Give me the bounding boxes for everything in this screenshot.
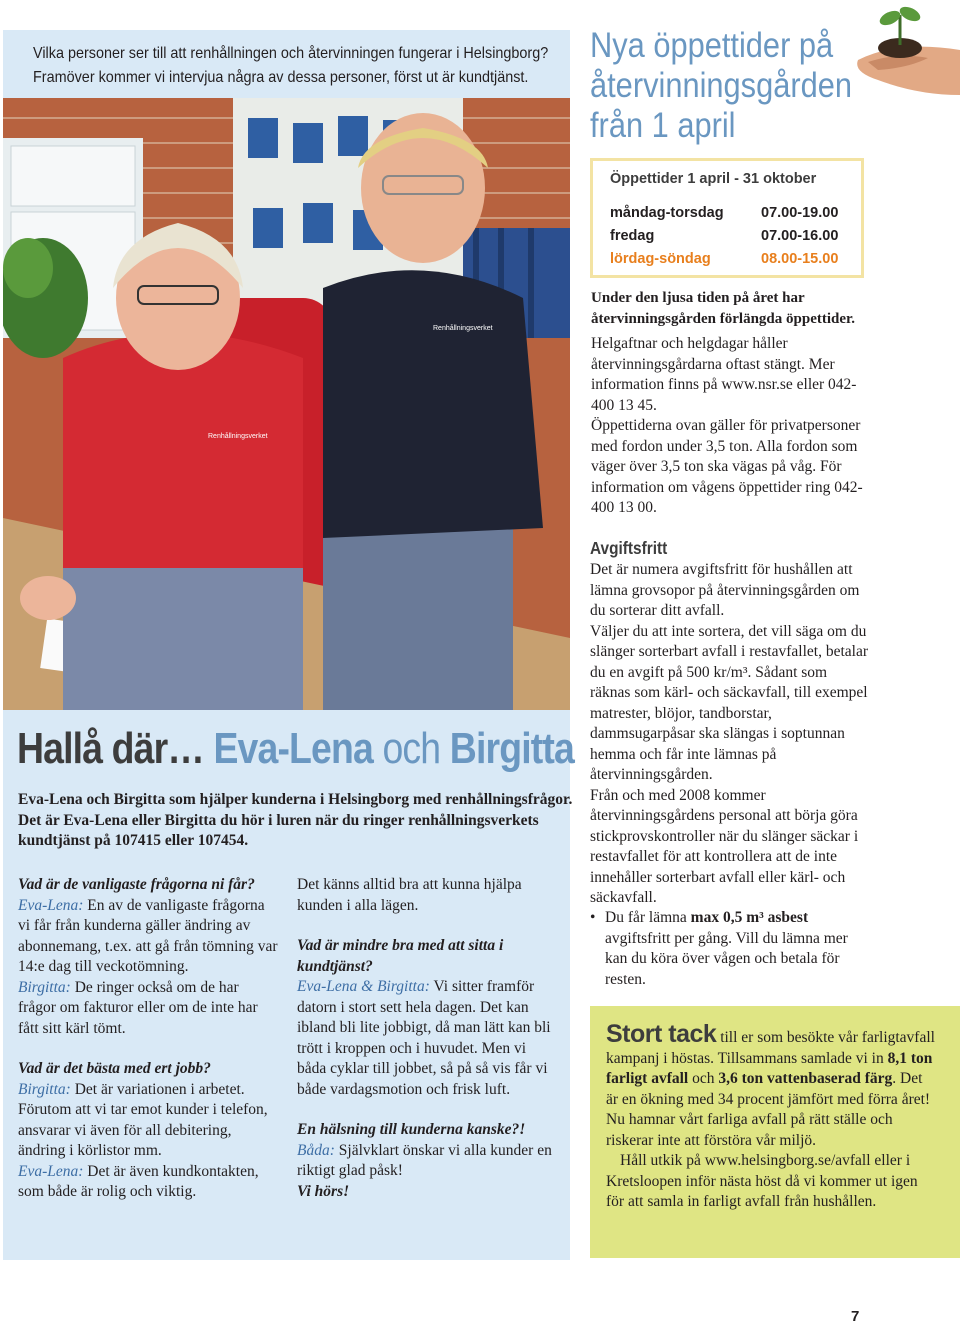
hazardous-amount: 8,1 ton farligt avfall xyxy=(606,1049,933,1087)
bullet-text-bold: max 0,5 m³ asbest xyxy=(690,909,809,926)
page-number: 7 xyxy=(851,1308,860,1325)
question-2: Vad är det bästa med ert jobb? xyxy=(18,1060,211,1077)
answer-text: Det är variationen i arbetet. Förutom att vi tar emot kunder i telefon, ansvarar vi även för all debitering, ändring i körlistor mm. xyxy=(18,1080,268,1159)
speaker-label: Eva-Lena & Birgitta: xyxy=(297,978,430,995)
interview-column-right xyxy=(297,875,559,1202)
headline-and: och xyxy=(382,724,441,773)
answer-text: Vi sitter framför datorn i stort sett hela dagen. Det kan ibland bli lite jobbigt, då man lätt kan bli trött i kroppen och i huvudet. Men vi båda cyklar till jobbet, så på så vis får vi både vardagsmotion och frisk luft. xyxy=(297,978,551,1098)
hours-time: 07.00-16.00 xyxy=(761,228,839,244)
speaker-label: Eva-Lena: xyxy=(18,1162,84,1180)
article-headline xyxy=(17,723,574,775)
answer-text: En av de vanligaste frågorna vi får från kunderna gäller ändring av abonnemang, t.ex. att gå från tömning var 14:e dag till veckotömning. xyxy=(18,896,278,975)
intro-line-2: Framöver kommer vi intervjua några av dessa personer, först ut är kundtjänst. xyxy=(33,69,529,86)
fees-paragraph-2: Väljer du att inte sortera, det vill säga om du slänger sorterbart avfall i restavfallet, betalar du en avgift på 500 kr/m³. Sådant som räknas som kärl- och säckavfall, till exempel matrester, blöjor, tandborstar, dammsugarpåsar ska slängas i soptunnan hemma och får inte lämnas på återvinningsgården. xyxy=(590,622,869,783)
seedling-in-hand-icon xyxy=(838,0,960,100)
fees-paragraph-1: Det är numera avgiftsfritt för hushållen att lämna grovsopor på återvinningsgården om du sorterar ditt avfall. xyxy=(590,561,860,619)
signoff: Vi hörs! xyxy=(297,1182,350,1200)
extended-hours-note: Under den ljusa tiden på året har återvinningsgården förlängda öppettider. xyxy=(591,290,856,327)
headline-prefix: Hallå där xyxy=(17,724,168,773)
headline-name-1: Eva-Lena xyxy=(213,724,373,773)
hours-time: 07.00-19.00 xyxy=(761,205,839,221)
bullet-icon: • xyxy=(590,909,596,926)
hours-day: lördag-söndag xyxy=(610,251,711,267)
opening-hours-title: Nya öppettider på återvinningsgården från 1 april xyxy=(590,26,852,145)
paint-amount: 3,6 ton vattenbaserad färg xyxy=(718,1070,893,1087)
question-1: Vad är de vanligaste frågorna ni får? xyxy=(18,876,255,893)
intro-line-1: Vilka personer ser till att renhållningen och återvinningen fungerar i Helsingborg? xyxy=(33,45,549,62)
hours-period: Öppettider 1 april - 31 oktober xyxy=(610,171,817,187)
speaker-label: Båda: xyxy=(297,1141,335,1159)
headline-name-2: Birgitta xyxy=(449,724,574,773)
fees-paragraph-3: Från och med 2008 kommer återvinningsgårdens personal att börja göra stickprovskontroller när du slänger säckar i restavfallet för att kontrollera att de inte innehåller sorterbart avfall eller kärl- och säckavfall. xyxy=(590,786,859,906)
opening-info xyxy=(591,334,881,519)
thank-you-text-4: Håll utkik på www.helsingborg.se/avfall eller i Kretsloopen inför nästa höst då vi kommer ut igen för att samla in farligt avfall från hushållen. xyxy=(606,1152,918,1210)
bullet-text-post: avgiftsfritt per gång. Vill du lämna mer kan du köra över vågen och betala för resten. xyxy=(605,929,848,988)
bullet-text-pre: Du får lämna xyxy=(605,909,691,926)
shirt-logo-text-2: Renhållningsverket xyxy=(433,325,493,332)
question-4: En hälsning till kunderna kanske?! xyxy=(297,1121,526,1138)
hours-day: fredag xyxy=(610,228,655,244)
hours-day: måndag-torsdag xyxy=(610,205,724,221)
speaker-label: Eva-Lena: xyxy=(18,896,84,914)
hours-row xyxy=(610,205,850,221)
thank-you-text-1: till er som besökte vår farligtavfall kampanj i höstas. Tillsammans samlade vi in xyxy=(606,1029,935,1067)
hours-time: 08.00-15.00 xyxy=(761,251,839,267)
hours-row xyxy=(610,228,850,244)
article-lead: Eva-Lena och Birgitta som hjälper kunderna i Helsingborg med renhållningsfrågor. Det är Eva-Lena eller Birgitta du hör i luren när du ringer renhållningsverkets kundtjänst på 107415 eller 107454. xyxy=(18,791,573,849)
thank-you-box xyxy=(590,1006,960,1258)
thank-you-text-2: och xyxy=(688,1070,719,1087)
staff-photo xyxy=(3,98,570,710)
answer-continued: Det känns alltid bra att kunna hjälpa kunden i alla lägen. xyxy=(297,876,522,914)
thank-you-text-3: . Det är en ökning med 34 procent jämfört med förra året! Nu hamnar vårt farliga avfall på rätt ställe och riskerar inte att förstöra vår miljö. xyxy=(606,1070,931,1149)
info-paragraph-2: Öppettiderna ovan gäller för privatpersoner med fordon under 3,5 ton. Alla fordon som väger över 3,5 ton ska vägas på våg. För information om vågens öppettider ring 042-400 13 00. xyxy=(591,417,863,516)
answer-text: Självklart önskar vi alla kunder en riktigt glad påsk! xyxy=(297,1141,552,1179)
answer-text: Det är även kundkontakten, som både är rolig och viktig. xyxy=(18,1162,259,1200)
shirt-logo-text: Renhållningsverket xyxy=(208,433,268,440)
headline-ellipsis: … xyxy=(167,724,204,773)
interview-column-left xyxy=(18,875,280,1203)
info-paragraph-1: Helgaftnar och helgdagar håller återvinningsgårdarna oftast stängt. Mer information finns på www.nsr.se eller 042- 400 13 45. xyxy=(591,335,857,414)
asbestos-bullet xyxy=(590,908,870,990)
question-3: Vad är mindre bra med att sitta i kundtjänst? xyxy=(297,937,504,975)
intro-text xyxy=(33,42,549,90)
fees-heading: Avgiftsfritt xyxy=(590,538,668,558)
speaker-label: Birgitta: xyxy=(18,1080,71,1098)
speaker-label: Birgitta: xyxy=(18,978,71,996)
hours-row-weekend xyxy=(610,251,850,267)
thank-you-label: Stort tack xyxy=(606,1020,717,1048)
thank-you-text xyxy=(606,1020,936,1213)
opening-hours-box xyxy=(590,158,864,278)
answer-text: De ringer också om de har frågor om fakturor eller om de inte har fått sitt kärl tömt. xyxy=(18,978,258,1037)
fees-text xyxy=(590,560,870,909)
